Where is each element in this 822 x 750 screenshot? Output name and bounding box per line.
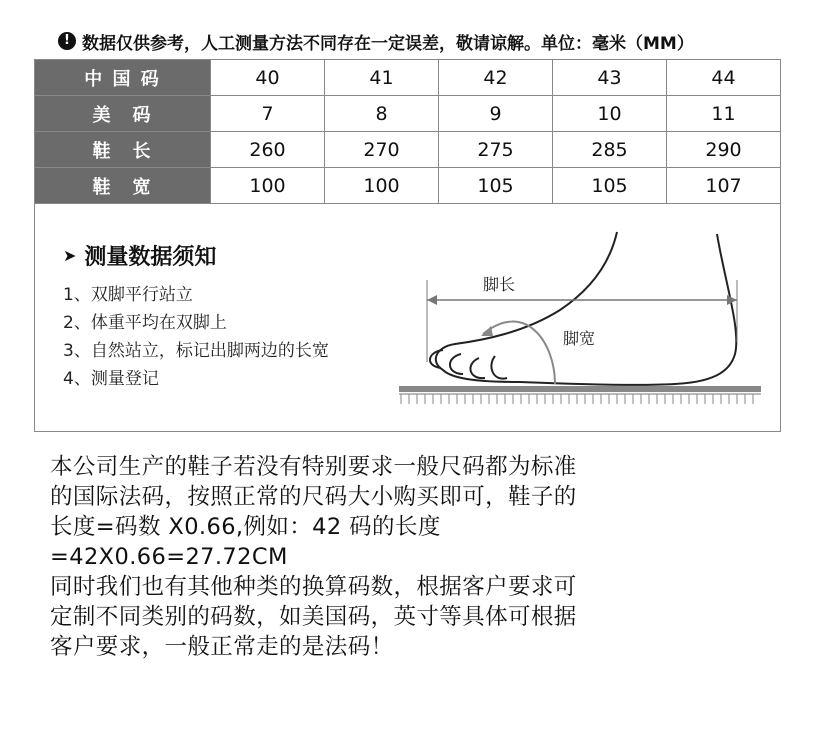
list-item: 4、测量登记 (63, 369, 159, 389)
table-cell: 44 (667, 60, 781, 96)
toe-3 (470, 358, 485, 378)
width-arrow (481, 326, 493, 336)
notice-text: 数据仅供参考，人工测量方法不同存在一定误差，敬请谅解。单位：毫米（MM） (82, 33, 694, 54)
foot-measure-diagram (395, 222, 775, 422)
size-table (34, 59, 781, 204)
foot-outline (436, 232, 737, 385)
table-cell: 285 (553, 132, 667, 168)
table-cell: 105 (553, 168, 667, 204)
row-label: 美 码 (35, 96, 211, 132)
table-cell: 8 (325, 96, 439, 132)
table-cell: 42 (439, 60, 553, 96)
toe-4 (491, 356, 507, 379)
table-cell: 7 (211, 96, 325, 132)
table-cell: 43 (553, 60, 667, 96)
table-row-shoe-width (35, 168, 781, 204)
measurement-guide (34, 202, 781, 432)
row-label: 中 国 码 (35, 60, 211, 96)
description-line: 定制不同类别的码数，如美国码，英寸等具体可根据 (50, 604, 577, 630)
list-item: 2、体重平均在双脚上 (63, 313, 227, 333)
toe-2 (450, 354, 463, 374)
description-line: 同时我们也有其他种类的换算码数，根据客户要求可 (50, 574, 577, 600)
table-cell: 9 (439, 96, 553, 132)
width-label: 脚宽 (563, 329, 596, 348)
notice (58, 28, 694, 54)
table-cell: 270 (325, 132, 439, 168)
table-cell: 105 (439, 168, 553, 204)
table-row-shoe-length (35, 132, 781, 168)
table-cell: 11 (667, 96, 781, 132)
table-cell: 290 (667, 132, 781, 168)
table-cell: 100 (211, 168, 325, 204)
list-item: 3、自然站立，标记出脚两边的长宽 (63, 341, 329, 361)
description-line: 本公司生产的鞋子若没有特别要求一般尺码都为标准 (50, 454, 577, 480)
guide-steps (63, 281, 329, 393)
description-line: 客户要求，一般正常走的是法码！ (50, 634, 394, 660)
description-line: 的国际法码，按照正常的尺码大小购买即可，鞋子的 (50, 484, 577, 510)
table-row-us-size (35, 96, 781, 132)
table-cell: 275 (439, 132, 553, 168)
description-line: =42X0.66=27.72CM (50, 544, 288, 570)
ruler-top (399, 386, 761, 392)
table-row-cn-size (35, 60, 781, 96)
table-cell: 10 (553, 96, 667, 132)
arrow-right-icon: ➤ (63, 246, 77, 265)
length-label: 脚长 (482, 275, 516, 294)
length-arrow-left (427, 295, 437, 305)
size-description (50, 452, 770, 662)
list-item: 1、双脚平行站立 (63, 285, 193, 305)
row-label: 鞋 宽 (35, 168, 211, 204)
table-cell: 40 (211, 60, 325, 96)
row-label: 鞋 长 (35, 132, 211, 168)
table-cell: 100 (325, 168, 439, 204)
table-cell: 107 (667, 168, 781, 204)
table-cell: 260 (211, 132, 325, 168)
description-line: 长度=码数 X0.66,例如：42 码的长度 (50, 514, 441, 540)
ruler-ticks (401, 394, 753, 404)
guide-title (63, 240, 216, 271)
guide-title-text: 测量数据须知 (84, 245, 217, 270)
exclamation-circle-icon: ! (58, 32, 76, 50)
table-cell: 41 (325, 60, 439, 96)
